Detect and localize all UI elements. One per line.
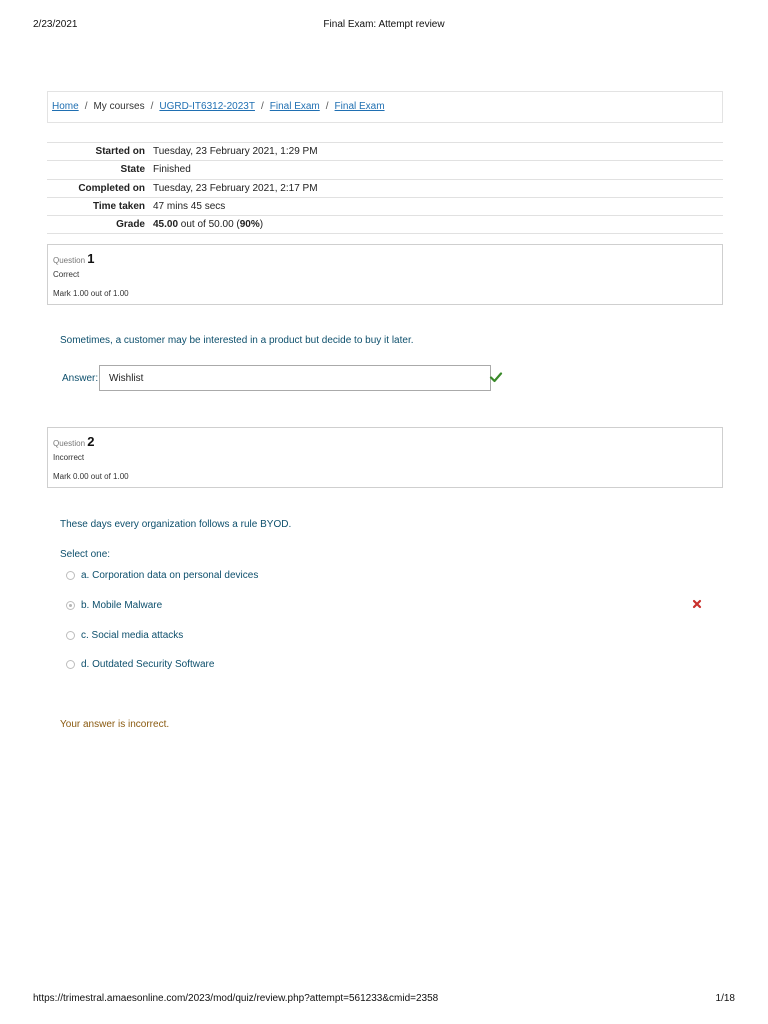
completed-on-label: Completed on [47,179,149,197]
breadcrumb-section-link[interactable]: Final Exam [269,101,320,112]
option-label: a. Corporation data on personal devices [81,570,259,581]
breadcrumb-separator: / [84,101,88,112]
question-label: Question [53,439,86,448]
check-icon [489,370,503,384]
answer-feedback: Your answer is incorrect. [60,719,170,730]
breadcrumb-separator: / [150,101,154,112]
radio-unchecked-icon[interactable] [66,660,75,669]
question-state: Incorrect [53,453,85,462]
question-2-info [47,427,723,488]
attempt-summary-table [47,142,723,234]
option-a[interactable] [66,570,258,581]
option-label: d. Outdated Security Software [81,659,215,670]
answer-label: Answer: [60,373,101,386]
breadcrumb-course-link[interactable]: UGRD-IT6312-2023T [159,101,255,112]
question-2-text: These days every organization follows a rule BYOD. [60,519,292,530]
question-mark: Mark 1.00 out of 1.00 [53,289,129,298]
grade-out-of: out of 50.00 ( [178,219,240,231]
option-d[interactable] [66,659,214,670]
option-label: b. Mobile Malware [81,600,163,611]
print-url: https://trimestral.amaesonline.com/2023/mod/quiz/review.php?attempt=561233&cmid=2358 [33,993,439,1004]
time-taken-value: 47 mins 45 secs [149,197,723,215]
summary-row-time [47,197,723,215]
print-title: Final Exam: Attempt review [323,19,445,30]
cross-icon [692,599,702,609]
grade-percent: 90% [239,219,260,231]
question-state: Correct [53,270,80,279]
breadcrumb-separator: / [325,101,329,112]
breadcrumb-home-link[interactable]: Home [52,101,79,112]
grade-score: 45.00 [153,219,179,231]
grade-value [149,216,723,234]
question-number: 1 [87,251,95,266]
breadcrumb-separator: / [260,101,264,112]
summary-row-grade [47,216,723,234]
question-1-info [47,244,723,305]
summary-row-completed [47,179,723,197]
grade-label: Grade [47,216,149,234]
print-date: 2/23/2021 [33,19,78,30]
question-label: Question [53,256,86,265]
breadcrumb-quiz-link[interactable]: Final Exam [334,101,385,112]
question-number: 2 [87,434,95,449]
question-mark: Mark 0.00 out of 1.00 [53,472,129,481]
started-on-label: Started on [47,143,149,161]
summary-row-state [47,161,723,179]
option-label: c. Social media attacks [81,630,184,641]
breadcrumb-my-courses: My courses [93,101,145,112]
question-1-text: Sometimes, a customer may be interested in a product but decide to buy it later. [60,335,414,346]
radio-unchecked-icon[interactable] [66,571,75,580]
select-one-label: Select one: [60,549,111,560]
summary-row-started [47,143,723,161]
radio-unchecked-icon[interactable] [66,631,75,640]
completed-on-value: Tuesday, 23 February 2021, 2:17 PM [149,179,723,197]
option-c[interactable] [66,630,183,641]
grade-close: ) [259,219,264,231]
answer-input[interactable] [99,365,491,391]
radio-checked-icon[interactable] [66,601,75,610]
state-value: Finished [149,161,723,179]
state-label: State [47,161,149,179]
option-b[interactable] [66,600,162,611]
started-on-value: Tuesday, 23 February 2021, 1:29 PM [149,143,723,161]
breadcrumb [47,91,723,123]
print-page-number: 1/18 [715,993,735,1004]
time-taken-label: Time taken [47,197,149,215]
